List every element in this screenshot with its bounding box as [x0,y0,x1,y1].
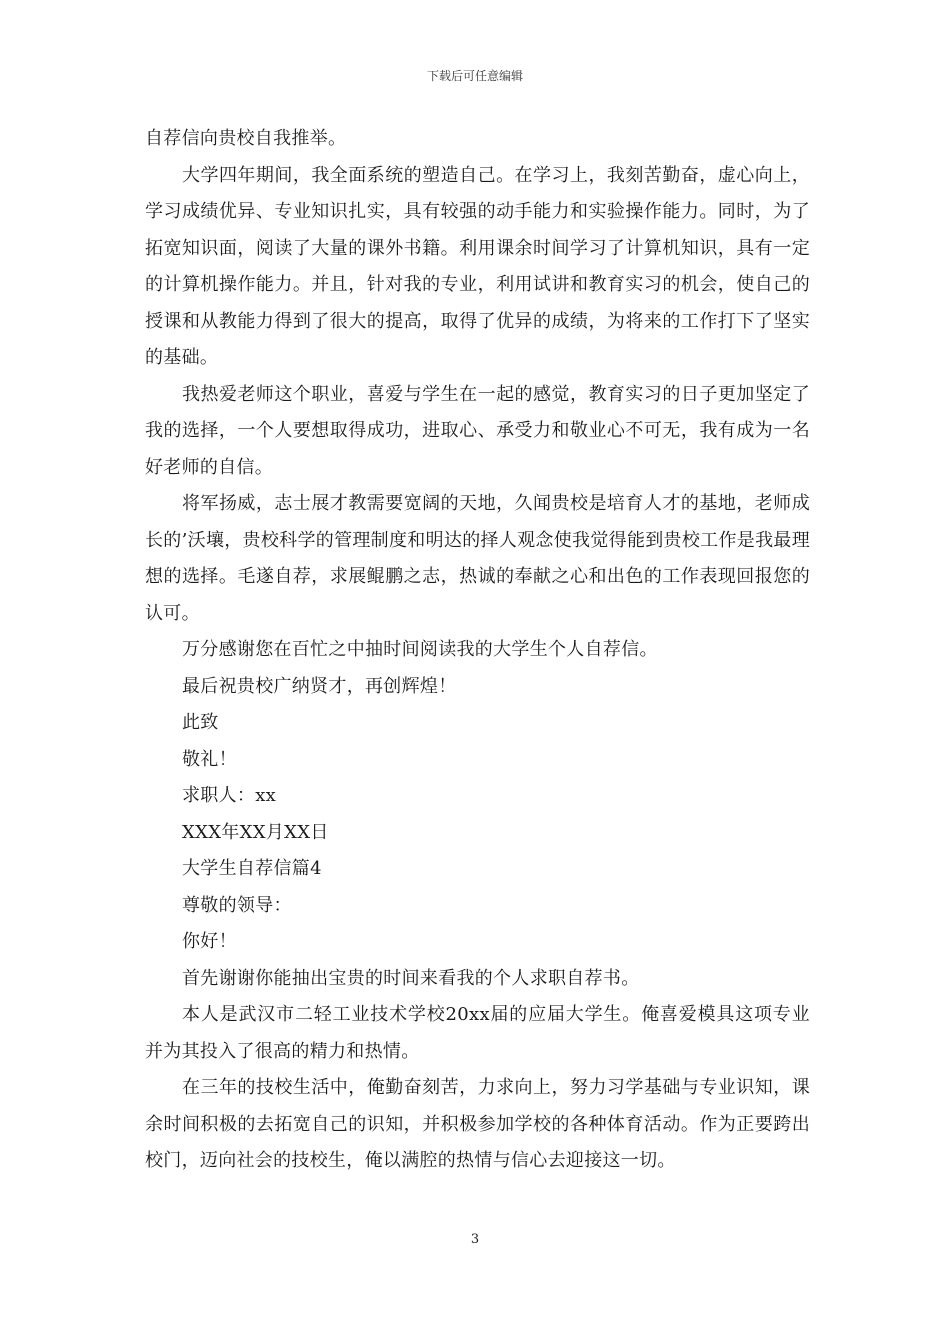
paragraph: 将军扬威，志士展才教需要宽阔的天地，久闻贵校是培育人才的基地，老师成长的’沃壤，贵校科学的管理制度和明达的择人观念使我觉得能到贵校工作是我最理想的选择。毛遂自荐，求展鲲鹏之志，热诚的奉献之心和出色的工作表现回报您的认可。 [145,493,810,624]
salutation: 尊敬的领导： [182,894,292,916]
closing-salute: 敬礼！ [182,748,237,770]
paragraph: 本人是武汉市二轻工业技术学校20xx届的应届大学生。俺喜爱模具这项专业并为其投入了很高的精力和热情。 [145,1004,810,1062]
paragraph: 在三年的技校生活中，俺勤奋刻苦，力求向上，努力习学基础与专业识知，课余时间积极的去拓宽自己的识知，并积极参加学校的各种体育活动。作为正要跨出校门，迈向社会的技校生，俺以满腔的热情与信心去迎接这一切。 [145,1077,810,1171]
letter-body [145,121,810,1180]
paragraph: 我热爱老师这个职业，喜爱与学生在一起的感觉，教育实习的日子更加坚定了我的选择，一个人要想取得成功，进取心、承受力和敬业心不可无，我有成为一名好老师的自信。 [145,383,810,478]
page-number: 3 [470,1232,480,1247]
section-title: 大学生自荐信篇4 [182,858,322,879]
closing-line: 此致 [182,712,219,733]
paragraph: 大学四年期间，我全面系统的塑造自己。在学习上，我刻苦勤奋，虚心向上，学习成绩优异、专业知识扎实，具有较强的动手能力和实验操作能力。同时，为了拓宽知识面，阅读了大量的课外书籍。利用课余时间学习了计算机知识，具有一定的计算机操作能力。并且，针对我的专业，利用试讲和教育实习的机会，使自己的授课和从教能力得到了很大的提高，取得了优异的成绩，为将来的工作打下了坚实的基础。 [145,164,810,368]
paragraph: 自荐信向贵校自我推举。 [145,128,347,149]
page-header: 下载后可任意编辑 [426,69,523,83]
paragraph: 首先谢谢你能抽出宝贵的时间来看我的个人求职自荐书。 [182,967,640,989]
paragraph: 最后祝贵校广纳贤才，再创辉煌！ [182,675,457,697]
paragraph: 万分感谢您在百忙之中抽时间阅读我的大学生个人自荐信。 [182,639,658,660]
greeting: 你好！ [182,931,237,952]
date-line: XXX年XX月XX日 [182,821,329,843]
applicant-line: 求职人：xx [182,785,277,806]
